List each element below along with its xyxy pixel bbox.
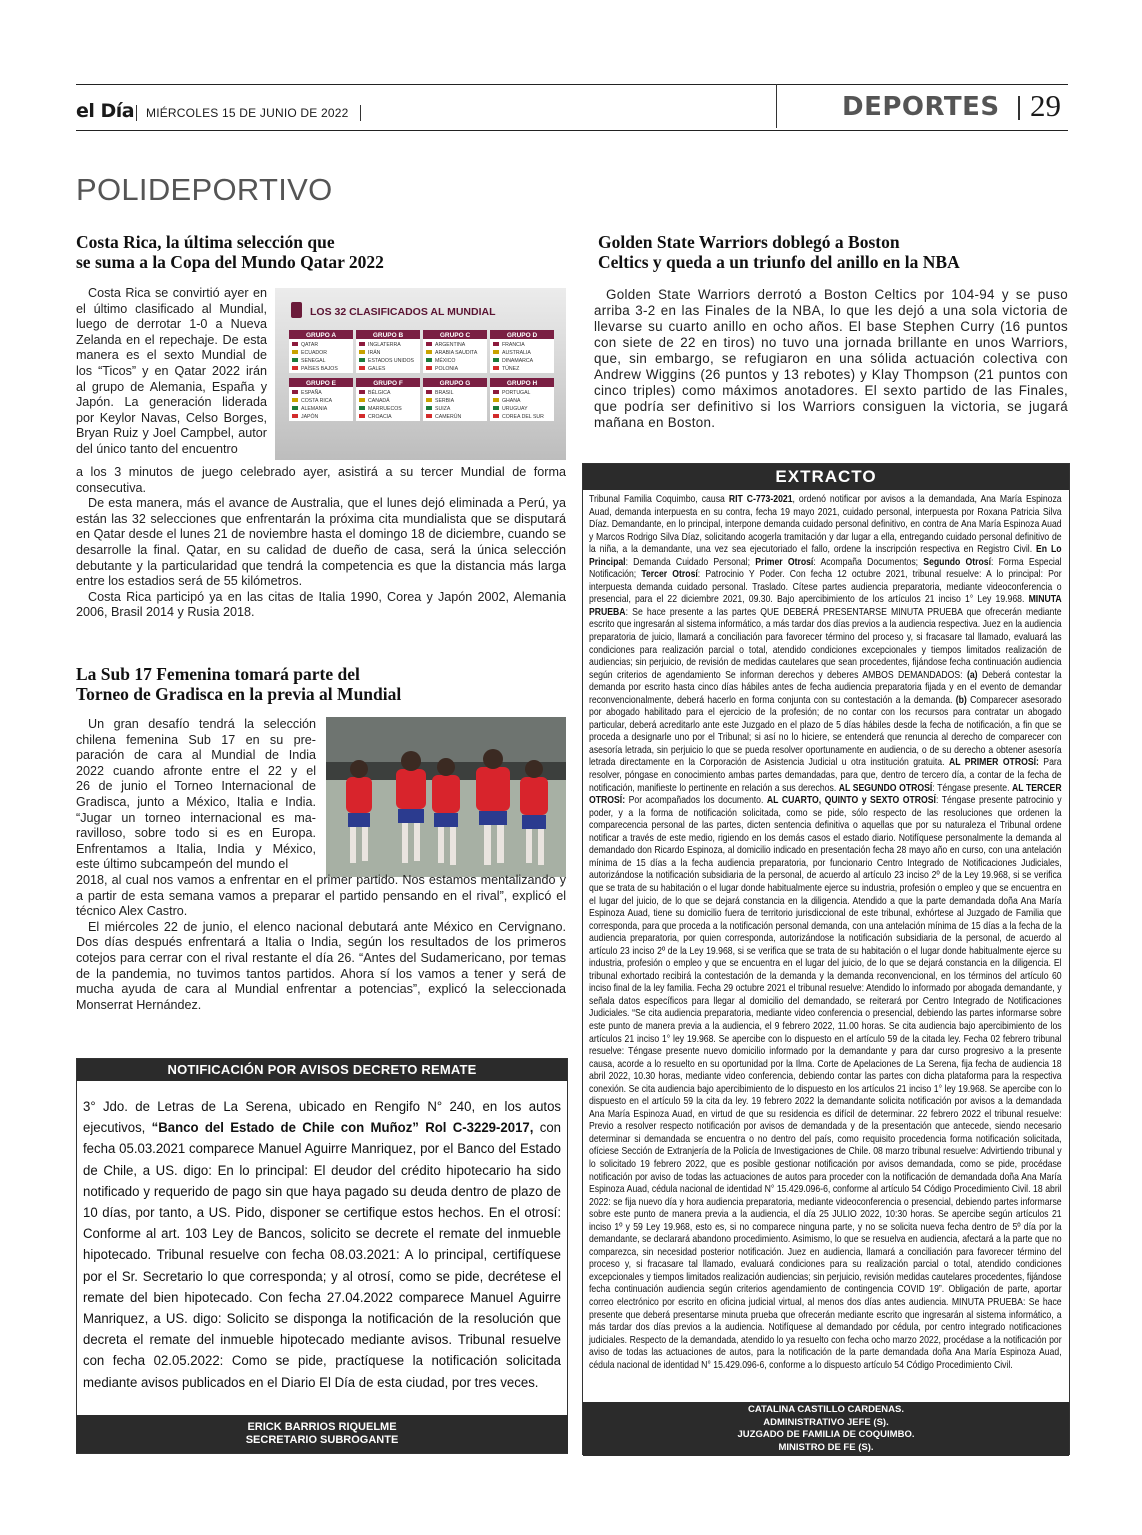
bold-part: RIT C-773-2021	[728, 494, 793, 505]
flag-icon	[426, 406, 432, 410]
article1-wide-column	[76, 465, 566, 621]
paragraph: Costa Rica participó ya en las citas de Italia 1990, Corea y Japón 2002, Alemania 2006, Brasil 2014 y Rusia 2018.	[76, 589, 566, 620]
extracto-signature	[583, 1402, 1069, 1456]
group-card	[423, 378, 487, 421]
team-name: MARRUECOS	[368, 406, 402, 412]
team-name: ALEMANIA	[301, 406, 328, 412]
team-name: PAÍSES BAJOS	[301, 366, 338, 372]
flag-icon	[493, 390, 499, 394]
team-name: ECUADOR	[301, 350, 327, 356]
text-line: ravilloso, sobre todo si es en Europa.	[76, 826, 316, 841]
group-card	[356, 378, 420, 421]
flag-icon	[292, 342, 298, 346]
team-name: URUGUAY	[502, 406, 528, 412]
headline-line: Costa Rica, la última selección que	[76, 232, 335, 252]
text-line: al grupo de Alemania, España y	[76, 379, 267, 394]
notice-text	[83, 1097, 561, 1394]
text-part: : Acompaña Documentos;	[813, 556, 924, 568]
team-name: QATAR	[301, 342, 319, 348]
group-card	[490, 378, 554, 421]
text-part: Tribunal Familia Coquimbo, causa	[589, 494, 729, 505]
bold-part: Primer Otrosí	[755, 556, 814, 568]
world-cup-groups-chart	[275, 288, 566, 460]
team-name: COREA DEL SUR	[502, 414, 544, 420]
text-line: este último subcampeón del mundo el	[76, 857, 289, 872]
flag-icon	[292, 414, 298, 418]
flag-icon	[493, 398, 499, 402]
text-line: Japón. La generación liderada	[76, 395, 267, 410]
text-part: Por acompañados los documento.	[625, 795, 767, 807]
flag-icon	[359, 358, 365, 362]
bold-part: (b)	[955, 694, 967, 706]
article3-headline	[598, 232, 1068, 272]
team-name: MÉXICO	[435, 358, 456, 364]
team-name: COSTA RICA	[301, 398, 333, 404]
paragraph: De esta manera, más el avance de Australia, que el lunes dejó eliminada a Perú, ya están las 32 selecciones que enfrentarán la próxima cita mundialista que se disputará en Qatar desde el lunes 21 de noviembre hasta el domingo 18 de diciembre, cuando se desarrolle la final. Qatar, en su calidad de dueño de casa, será la única selección debutante y la particularidad que tendrá la competencia es que la distancia más larga entre los estadios será de 55 kilómetros.	[76, 496, 566, 589]
article3-body	[594, 287, 1068, 431]
page-number: 29	[1030, 88, 1061, 123]
flag-icon	[359, 398, 365, 402]
extracto-title: EXTRACTO	[583, 464, 1069, 490]
text-part: , ordenó notificar por avisos a la demandada, Ana María Espinoza Auad, demanda interpuesta en su contra, fecha 19 mayo 2021, cuidado personal, interpuesta por Roxana Patricia Silva Díaz. Demandante, en lo principal, interpone demanda cuidado personal definitivo, en contra de Ana María Espinoza Auad y Marcos Rodrigo Silva Díaz, solicitando acogerla tramitación y dar lugar a ella, entregando cuidado personal definitivo de la niña, a la demandante, una vez sea ejecutoriado el fallo, ordene la inscripción respectiva en Registro Civil.	[589, 494, 1062, 556]
team-name: BRASIL	[435, 390, 454, 396]
team-name: ARABIA SAUDITA	[435, 350, 478, 356]
signature-line: MINISTRO DE FE (S).	[778, 1441, 874, 1453]
flag-icon	[359, 342, 365, 346]
notice-signature	[76, 1415, 568, 1453]
text-line: Bryan Ruiz y Joel Campbel, autor	[76, 426, 267, 441]
headline-line: La Sub 17 Femenina tomará parte del	[76, 664, 360, 684]
text-line: “Jugar un torneo internacional es ma-	[76, 810, 316, 825]
text-part: : Téngase presente patrocinio y poder, y a la forma de notificación solicitada, como se pide, sólo respecto de las resoluciones que ordenen la comparecencia personal de las partes, dicten sentencia definitiva o aquellas que por su naturaleza el Tribunal ordene notificar a través de este medio, rigiendo en los demás casos el estado diario. Notifíquese personalmente la demanda al demandado don Ricardo Espinoza, al domicilio indicado en presentación fecha 28 mayo año en curso, con una antelación mínima de 15 días a la fecha audiencia preparatoria, por funcionario Centro Integrado de Notificaciones Judiciales, autorizándose la notificación subsidiaria de la personal, de acuerdo al artículo 23 inciso 2º de la Ley 19.968, si se verifica que se trata de su habitación o el lugar donde habitualmente ejerce su industria, profesión o empleo y que se encuentra en el lugar del juicio, de lo que se dejará constancia en la diligencia. Atendido a que la parte demandada doña Ana María Espinoza Auad, tiene su domicilio fuera de territorio jurisdiccional de este tribunal, exhórtese al Juzgado de Familia que corresponda, para que proceda a la notificación personal demanda, con una antelación mínima de 15 días a la fecha de la audiencia preparatoria, por quien corresponda, autorizándose la notificación subsidiaria de la personal, de acuerdo al artículo 23 inciso 2º de la Ley 19.968, si se verifica que se trata de su habitación o el lugar donde habitualmente ejerce su industria, profesión o empleo y que se encuentra en el lugar del juicio, de lo que se dejará constancia en la diligencia. El tribunal exhortado recibirá la contestación de la demanda y la demanda reconvencional, en los términos del artículo 60 inciso final de la ley familia. Fecha 29 octubre 2021 el tribunal resuelve: Atendido lo informado por abogada demandante, y señala datos específicos para llegar al domicilio del demandado, se reiterará por Centro Integrado de Notificaciones Judiciales. “Se cita audiencia preparatoria, mediante video conferencia o presencial, debiendo las partes informarse sobre este punto de manera previa a la audiencia, el 9 febrero 2022, 11.00 horas. Se cita audiencia bajo apercibimiento de los artículos 21 inciso 1° ley 19.968. Se apercibe con lo dispuesto en el artículo 59 de la citada ley. Fecha 02 febrero tribunal resuelve: Téngase presente nuevo domicilio informado por la demandante y para dar curso progresivo a la presente causa, acorde a lo resuelto en su oportunidad por la Ilma. Corte de Apelaciones de La Serena, fija fecha de audiencia 18 abril 2022, 10.30 horas, mediante video conferencia, debiendo contar las partes con dicha plataforma para la respectiva conexión. Se cita audiencia bajo apercibimiento de lo dispuesto en los artículos 21 inciso 1° ley 19.968. Se apercibe con lo dispuesto en el artículo 59 la cita da ley. 19 febrero 2022 la demandante solicita notificación por avisos a la demandada Ana María Espinoza Auad, en virtud de que su residencia es difícil de determinar. 22 febrero 2022 el tribunal resuelve: Previo a resolver respecto notificación por avisos de demandada y de la presentación que antecede, siendo necesario determinar si demandada se encuentra o no dentro del país, como requisito procedencia forma notificación solicitada, ofíciese Sección de Extranjería de la Policía de Investigaciones de Chile. 08 marzo tribunal resuelve: Advirtiendo tribunal y lo solicitado 19 febrero 2022, que es posible gestionar notificación por avisos demandada, como se pide, procédase notificación por aviso de todas las actuaciones de autos para proceder con la notificación de demandada doña Ana María Espinoza Auad, cédula nacional de identidad N° 15.429.096-6, conforme al artículo 54 Código Procedimiento Civil. 18 abril 2022: se fija nuevo día y hora audiencia preparatoria, mediante videoconferencia o presencial, debiendo partes informarse sobre este punto de manera previa a la audiencia, el día 25 JULIO 2022, 10:30 horas. Se apercibe según artículos 21 inciso 1º y 59 Ley 19.968, esto es, si no comparece ninguna parte, y no se solicita nueva fecha dentro de 5º día por la demandante, se declarará abandono procedimiento. Asimismo, lo que se resuelva en audiencia, afectará a la parte que no comparezca, sin necesidad posterior notificación. Juez en audiencia, llamará a conciliación para favorecer término del proceso y, si fracasare tal llamado, evaluará condiciones para su realización parcial o total, atendido condiciones excepcionales y tiempos limitados realización audiencias; sin perjuicio, revisión medidas cautelares procedentes, fijándose fecha continuación audiencia según criterios agendamiento de contingencia COVID 19”. Obligación de parte, aportar correo electrónico por escrito en oficina judicial virtual, al menos dos días antes audiencia. MINUTA PRUEBA: Se hace presente que deberá presentarse minuta prueba que ofrecerán mediante escrito que ingresarán al sistema informático, a más tardar dos días previos a la audiencia. Notifíquese al demandado por cédula, por centro integrado notificaciones judiciales. Respecto de la demandada, atendido lo ya resuelto con fecha ocho marzo 2022, procédase a la notificación por aviso de todas las actuaciones de autos, para la notificación de la parte demandada doña Ana María Espinoza Auad, cédula nacional de identidad N° 15.429.096-6, conforme a lo dispuesto artículo 54 Código Procedimiento Civil.	[589, 795, 1062, 1371]
graphic-title: LOS 32 CLASIFICADOS AL MUNDIAL	[310, 306, 496, 318]
flag-icon	[426, 366, 432, 370]
signature-line: ADMINISTRATIVO JEFE (S).	[763, 1416, 889, 1428]
paragraph: El miércoles 22 de junio, el elenco nacional debutará ante México en Cervignano. Dos días después enfrentará a Italia o India, según los resultados de los primeros cotejos para cerrar con el rival restante el día 26. “Antes del Sudamericano, por temas de la pandemia, no tuvimos tantos partidos. Ahora sí los vamos a tener y será de mucha ayuda de cara al Mundial enfrentar a potencias”, explicó la seleccionada Monserrat Hernández.	[76, 919, 566, 1012]
bold-part: AL PRIMER OTROSÍ:	[948, 757, 1039, 769]
signature-name: ERICK BARRIOS RIQUELME	[247, 1421, 397, 1433]
flag-icon	[292, 350, 298, 354]
team-name: ARGENTINA	[435, 342, 466, 348]
headline-line: Celtics y queda a un triunfo del anillo en la NBA	[598, 252, 960, 272]
notice-text-part: con fecha 05.03.2021 comparece Manuel Aguirre Manriquez, por el Banco del Estado de Chile, a US. digo: En lo principal: El deudor del crédito hipotecario ha sido notificado y requerido de pago sin que haya pagado su deuda dentro de plazo de 10 días, por tanto, a US. Pido, disponer se certifique estos hechos. En el otrosí: Conforme al art. 103 Ley de Bancos, solicito se decrete el remate del inmueble hipotecado. Tribunal resuelve con fecha 08.03.2021: A lo principal, certifíquese por el Sr. Secretario lo que corresponda; y al otrosí, como se pide, decrétese el remate del bien hipotecado. Con fecha 27.04.2022 comparece Manuel Aguirre Manriquez, a US. digo: Solicito se disponga la notificación de la resolución que decreta el remate del inmueble hipotecado mediante avisos. Tribunal resuelve con fecha 02.05.2022: Como se pide, practíquese la notificación solicitada mediante avisos publicados en el Diario El Día de esta ciudad, por tres veces.	[83, 1120, 562, 1391]
text-line: del único tanto del encuentro	[76, 441, 238, 456]
group-name: GRUPO A	[305, 332, 337, 339]
notice-title: NOTIFICACIÓN POR AVISOS DECRETO REMATE	[77, 1059, 567, 1081]
flag-icon	[493, 342, 499, 346]
article1-headline	[76, 232, 566, 272]
team-name: CROACIA	[368, 414, 392, 420]
notice-case-title: “Banco del Estado de Chile con Muñoz” Rol C-3229-2017,	[151, 1120, 534, 1137]
flag-icon	[359, 406, 365, 410]
divider	[360, 105, 361, 121]
team-name: ESPAÑA	[301, 390, 322, 396]
flag-icon	[426, 342, 432, 346]
group-card	[423, 330, 487, 373]
text-line: luego de derrotar 1-0 a Nueva	[76, 317, 267, 332]
legal-notice-remate	[76, 1058, 568, 1454]
flag-icon	[359, 350, 365, 354]
group-card	[289, 378, 353, 421]
bold-part: MINUTA PRUEBA	[589, 594, 1062, 618]
text-part: : Se hace presente a las partes QUE DEBERÁ PRESENTARSE MINUTA PRUEBA que ofrecerán mediante escrito que ingresarán al sistema informático, a más tardar dos días previos a la audiencia respectiva. Juez en la audiencia preparatoria de juicio, llamará a conciliación para favorecer término del proceso y, si fracasare tal llamado, evaluará las condiciones para realización parcial o total, atendido condiciones excepcionales y tiempos limitados realización de audiencias; sin perjuicio, de revisión de medidas cautelares que sean procedentes, fijándose fecha continuación audiencia según criterios de agendamiento Se informan derechos y deberes AMBOS DEMANDADOS:	[589, 606, 1062, 681]
flag-icon	[359, 366, 365, 370]
flag-icon	[426, 350, 432, 354]
bold-part: AL TERCER OTROSÍ:	[589, 782, 1062, 807]
article2-wide-column	[76, 873, 566, 1013]
group-name: GRUPO C	[439, 332, 471, 339]
bold-part: Tercer Otrosí	[641, 569, 698, 581]
text-part: : Demanda Cuidado Personal;	[625, 556, 756, 568]
trophy-logo-icon	[291, 302, 302, 318]
legal-notice-extracto	[582, 463, 1070, 1455]
section-name: DEPORTES	[842, 92, 1000, 122]
flag-icon	[359, 390, 365, 394]
text-line: el último clasificado al Mundial,	[76, 301, 267, 316]
newspaper-logo: el Día	[76, 100, 135, 122]
text-line: 2022 cuando afronte entre el 22 y el	[76, 763, 316, 778]
team-name: SENEGAL	[301, 358, 326, 364]
flag-icon	[292, 358, 298, 362]
team-name: PORTUGAL	[502, 390, 531, 396]
text-line: Gradisca, junto a México, Italia e India.	[76, 794, 316, 809]
paragraph: Golden State Warriors derrotó a Boston Celtics por 104-94 y se puso arriba 3-2 en las Finales de la NBA, lo que les dejó a una sola victoria de llevarse su cuarto anillo en ocho años. El base Stephen Curry (16 puntos con siete de 22 en tiros) no tuvo una jornada brillante en unos Warriors, que, sin embargo, se refugiaron en una sólida actuación colectiva con Andrew Wiggins (26 puntos y 13 rebotes) y Klay Thompson (21 puntos con cinco triples) como máximos anotadores. El sexto partido de las Finales, que podría ser definitivo si los Warriors consiguen la victoria, se jugará mañana en Boston.	[594, 287, 1068, 430]
article2-narrow-column	[76, 717, 316, 873]
team-name: ESTADOS UNIDOS	[368, 358, 415, 364]
team-name: SERBIA	[435, 398, 455, 404]
group-name: GRUPO B	[372, 332, 404, 339]
text-line: chilena femenina Sub 17 en su pre-	[76, 732, 316, 747]
bold-part: AL SEGUNDO OTROSÍ	[838, 782, 933, 794]
bold-part: Segundo Otrosí	[923, 556, 992, 568]
headline-line: se suma a la Copa del Mundo Qatar 2022	[76, 252, 384, 272]
text-line: Enfrentamos a Italia, India y México,	[76, 841, 316, 856]
text-line: Zelanda en el repechaje. De esta	[76, 332, 267, 347]
flag-icon	[426, 414, 432, 418]
top-rule	[76, 84, 1068, 85]
group-name: GRUPO G	[439, 380, 471, 387]
team-name: SUIZA	[435, 406, 451, 412]
flag-icon	[493, 414, 499, 418]
text-line: 26 de junio el Torneo Internacional de	[76, 779, 316, 794]
article1-narrow-column	[76, 286, 267, 458]
flag-icon	[292, 406, 298, 410]
signature-line: JUZGADO DE FAMILIA DE COQUIMBO.	[737, 1429, 915, 1440]
bold-part: AL CUARTO, QUINTO y SEXTO OTROSÍ	[766, 795, 936, 807]
team-name: INGLATERRA	[368, 342, 401, 348]
flag-icon	[292, 398, 298, 402]
flag-icon	[493, 406, 499, 410]
flag-icon	[426, 398, 432, 402]
issue-date: MIÉRCOLES 15 DE JUNIO DE 2022	[146, 106, 349, 120]
headline-line: Golden State Warriors doblegó a Boston	[598, 232, 900, 252]
text-part: Para resolver, póngase en conocimiento ambas partes demandadas, para que, dentro de tercero día, a contar de la fecha de notificación, manifieste lo pertinente en relación a sus derechos.	[589, 757, 1062, 794]
group-name: GRUPO D	[506, 332, 538, 339]
text-line: paración de cara al Mundial de India	[76, 748, 316, 763]
group-name: GRUPO H	[506, 380, 538, 387]
article2-headline	[76, 664, 566, 704]
bold-part: En Lo Principal	[589, 544, 1062, 568]
extracto-text	[589, 494, 1062, 1372]
paragraph: a los 3 minutos de juego celebrado ayer, asistirá a su tercer Mundial de forma consecutiva.	[76, 465, 566, 495]
players-celebrating-image	[326, 717, 566, 877]
team-name: GHANA	[502, 398, 521, 404]
text-part: Comparecer asesorado por abogado habilitado para el ejercicio de la profesión; de no contar con los recursos para contratar un abogado particular, deberá acreditarlo ante este Juzgado en el plazo de 5 días hábiles desde la fecha de notificación, a fin que se proceda a designarle uno por el Tribunal; si así no lo hiciere, se entenderá que renuncia al derecho de comparecer con asesoría letrada, sin perjuicio lo que se pueda resolver oportunamente en audiencia, o de su derecho a obtener asesoría letrada directamente en la Corporación de Asistencia Judicial u otra institución gratuita.	[589, 694, 1062, 769]
team-name: DINAMARCA	[502, 358, 534, 364]
text-part: : Forma Especial Notificación;	[589, 556, 1062, 581]
bold-part: (a)	[966, 669, 978, 681]
flag-icon	[292, 390, 298, 394]
team-name: CANADÁ	[368, 398, 390, 404]
text-part: Deberá contestar la demanda por escrito hasta cinco días hábiles antes de fecha audiencia preparatoria fijada y en el evento de demandar reconvencionalmente, deberá hacerlo en forma conjunta con su contestación a la demanda.	[589, 669, 1062, 706]
flag-icon	[292, 366, 298, 370]
team-name: AUSTRALIA	[502, 350, 531, 356]
text-line: por Keylor Navas, Celso Borges,	[76, 410, 267, 425]
group-name: GRUPO E	[306, 380, 336, 387]
team-name: GALES	[368, 366, 386, 372]
signature-line: CATALINA CASTILLO CARDENAS.	[747, 1404, 905, 1415]
team-name: JAPÓN	[301, 414, 319, 420]
flag-icon	[493, 366, 499, 370]
divider	[136, 105, 137, 121]
team-name: IRÁN	[368, 350, 381, 356]
flag-icon	[426, 390, 432, 394]
masthead-rule	[76, 130, 1068, 131]
team-name: POLONIA	[435, 366, 459, 372]
signature-role: SECRETARIO SUBROGANTE	[245, 1434, 399, 1446]
team-name: CAMERÚN	[435, 414, 462, 420]
flag-icon	[426, 358, 432, 362]
text-part: : Téngase presente.	[932, 782, 1013, 794]
group-card	[356, 330, 420, 373]
team-photo	[326, 717, 566, 877]
groups-graphic	[275, 288, 566, 460]
divider	[1018, 96, 1020, 120]
flag-icon	[493, 350, 499, 354]
section-title: POLIDEPORTIVO	[76, 172, 333, 207]
text-part: : Patrocinio Y Poder. Con fecha 12 octubre 2021, tribunal resuelve: A lo principal: Por interpuesta demanda cuidado personal. Traslado. Cítese partes audiencia preparatoria, mediante videoconferencia o presencial, para el 22 diciembre 2021, 09.30. Bajo apercibimiento de los artículos 21 inciso 1° Ley 19.968.	[589, 569, 1062, 606]
text-line: los “Ticos” y en Qatar 2022 irán	[76, 363, 267, 378]
group-name: GRUPO F	[373, 380, 403, 387]
notice-text-part: 3° Jdo. de Letras de La Serena, ubicado en Rengifo N° 240, en los autos ejecutivos,	[83, 1099, 562, 1137]
team-name: FRANCIA	[502, 342, 525, 348]
paragraph: 2018, al cual nos vamos a enfrentar en el primer partido. Nos estamos mentalizando y a partir de esta semana vamos a preparar el partido pensando en el rival”, explicó el técnico Alex Castro.	[76, 873, 566, 919]
team-name: TÚNEZ	[502, 366, 520, 372]
group-card	[490, 330, 554, 373]
divider	[776, 84, 777, 128]
group-card	[289, 330, 353, 373]
team-name: BÉLGICA	[368, 390, 391, 396]
text-line: manera es el sexto Mundial de	[76, 348, 267, 363]
text-line: Costa Rica se convirtió ayer en	[88, 286, 267, 300]
headline-line: Torneo de Gradisca en la previa al Mundial	[76, 684, 402, 704]
flag-icon	[359, 414, 365, 418]
flag-icon	[493, 358, 499, 362]
text-line: Un gran desafío tendrá la selección	[88, 717, 316, 731]
